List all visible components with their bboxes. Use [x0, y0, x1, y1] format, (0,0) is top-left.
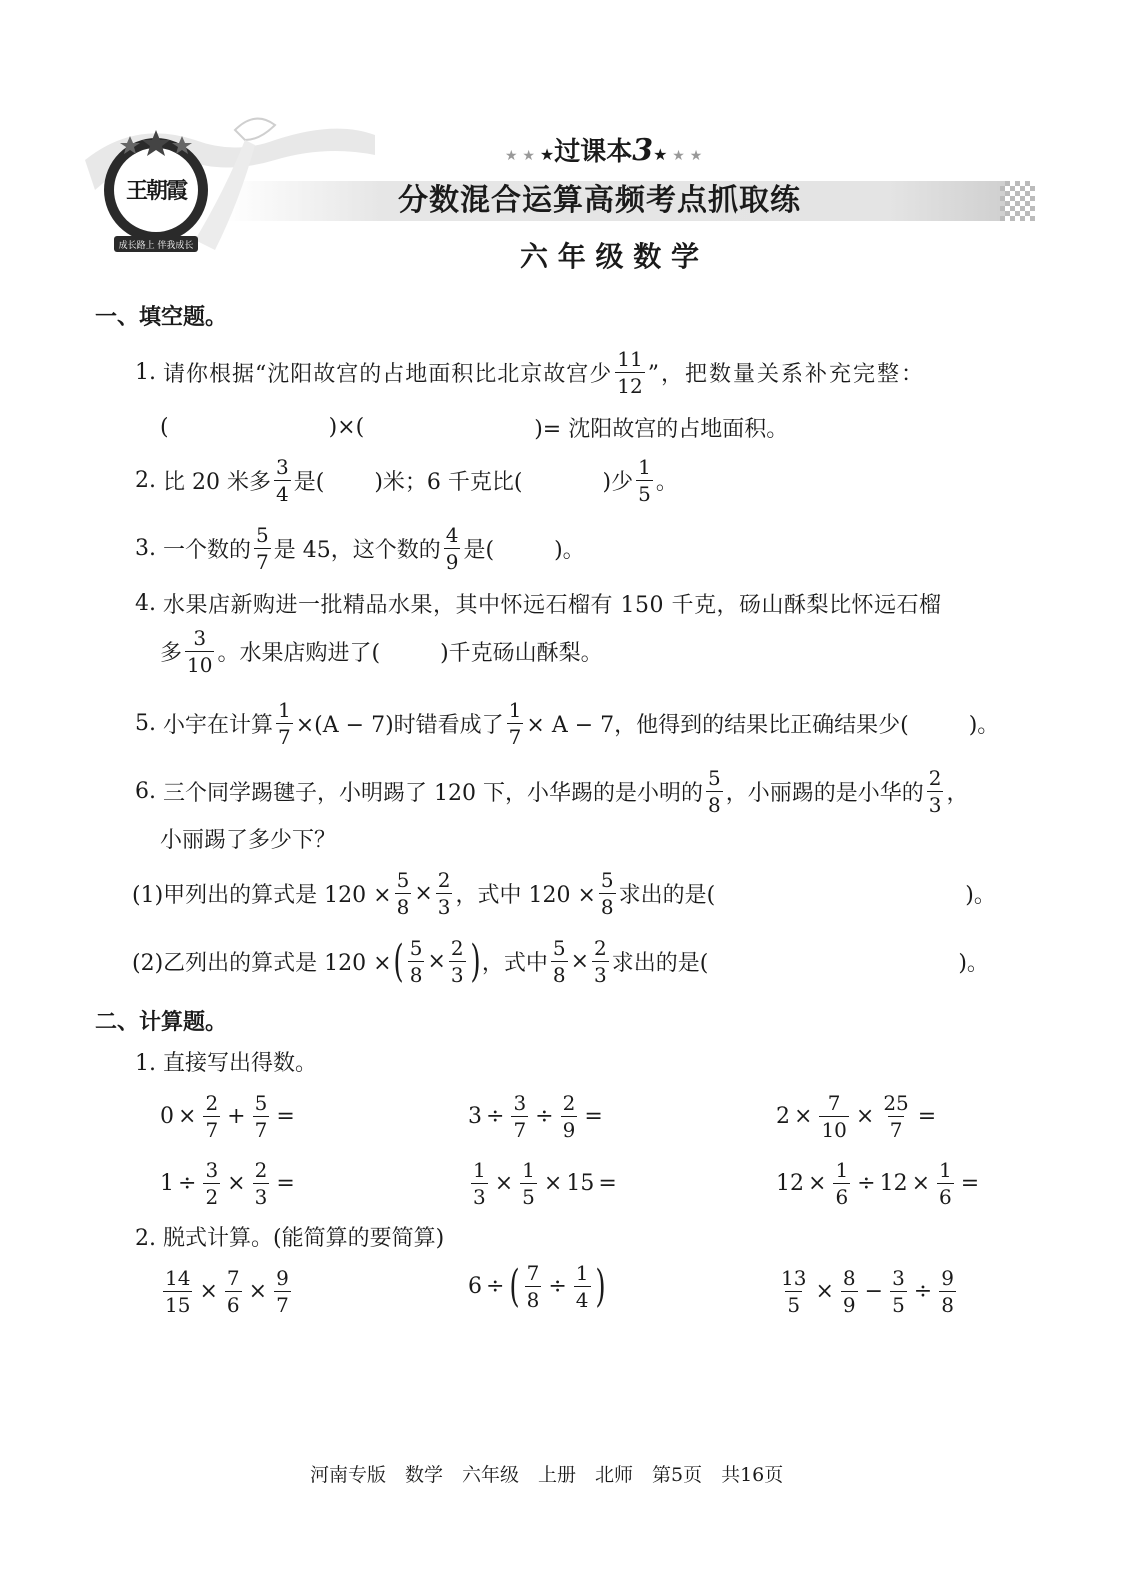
footer: 河南专版 数学 六年级 上册 北师 第5页 共16页 [310, 1464, 784, 1486]
fraction: $\frac{11}{12}$ [617, 346, 643, 398]
q5: 5. 小宇在计算 $\frac{1}{7}$ ×(A − 7)时错看成了 $\frac{1}{7}$ × A − 7，他得到的结果比正确结果少( )。 [135, 698, 1000, 749]
series-label: ★ ★ ★过课本3★ ★ ★ [505, 133, 703, 168]
fraction: $\frac{5}{8}$ [600, 868, 614, 919]
part2-label: 2. 脱式计算。(能简算的要简算) [135, 1226, 445, 1251]
calc-6: 12 × $\frac{1}{6}$ ÷ 12 × $\frac{1}{6}$ = [776, 1158, 980, 1209]
svg-text:成长路上 伴我成长: 成长路上 伴我成长 [118, 241, 194, 251]
fraction: $\frac{4}{9}$ [445, 523, 459, 574]
page-title: 分数混合运算高频考点抓取练 [398, 183, 801, 218]
calc-4: 1 ÷ $\frac{3}{2}$ × $\frac{2}{3}$ = [160, 1158, 295, 1209]
q6-sub1: (1)甲列出的算式是 120 × $\frac{5}{8}$ × $\frac{2}{3}$ ，式中 120 × $\frac{5}{8}$ 求出的是( )。 [132, 868, 996, 919]
fraction: $\frac{5}{8}$ [707, 766, 721, 817]
fraction: $\frac{2}{3}$ [594, 936, 607, 987]
calc-5: $\frac{1}{3}$ × $\frac{1}{5}$ × 15 = [473, 1158, 617, 1209]
q4-line1: 4. 水果店新购进一批精品水果，其中怀远石榴有 150 千克，砀山酥梨比怀远石榴 [135, 591, 942, 618]
fraction: $\frac{5}{8}$ [396, 868, 410, 919]
stars-right-icon: ★ ★ [667, 148, 703, 164]
logo [100, 128, 212, 258]
q4-line2: 多 $\frac{3}{10}$ 。水果店购进了( )千克砀山酥梨。 [160, 626, 603, 677]
calc-1: 0 × $\frac{2}{7}$ + $\frac{5}{7}$ = [160, 1091, 295, 1142]
q1: 1. 请你根据“沈阳故宫的占地面积比北京故宫少 $\frac{11}{12}$ ”，把数量关系补充完整： [135, 346, 925, 398]
part1-label: 1. 直接写出得数。 [135, 1051, 317, 1076]
fraction: $\frac{1}{7}$ [278, 698, 291, 749]
fraction: $\frac{3}{10}$ [187, 626, 213, 677]
step-calc-2: 6 ÷ ( $\frac{7}{8}$ ÷ $\frac{1}{4}$ ) [468, 1260, 606, 1312]
fraction: $\frac{3}{4}$ [275, 455, 289, 506]
fraction: $\frac{1}{7}$ [508, 698, 522, 749]
section1-heading: 一、填空题。 [95, 305, 228, 330]
q1-line2: ( )×( )= 沈阳故宫的占地面积。 [160, 415, 789, 442]
checker-decoration [1000, 181, 1035, 221]
stars-left-icon: ★ ★ [505, 148, 540, 164]
q2: 2. 比 20 米多 $\frac{3}{4}$ 是( )米；6 千克比( )少 $\frac{1}{5}$ 。 [135, 455, 678, 506]
calc-2: 3 ÷ $\frac{3}{7}$ ÷ $\frac{2}{9}$ = [468, 1091, 603, 1142]
page-subtitle: 六 年 级 数 学 [520, 240, 699, 273]
section2-heading: 二、计算题。 [95, 1010, 228, 1035]
fraction: $\frac{5}{8}$ [552, 936, 566, 987]
step-calc-1: $\frac{14}{15}$ × $\frac{7}{6}$ × $\frac{9}{7}$ [165, 1266, 289, 1317]
calc-3: 2 × $\frac{7}{10}$ × $\frac{25}{7}$ = [776, 1091, 937, 1142]
fraction: $\frac{2}{3}$ [437, 868, 451, 919]
logo-text: 王朝霞 [125, 178, 186, 204]
fraction: $\frac{2}{3}$ [928, 766, 942, 817]
fraction: $\frac{2}{3}$ [450, 936, 464, 987]
q6: 6. 三个同学踢毽子，小明踢了 120 下，小华踢的是小明的 $\frac{5}{8}$ ，小丽踢的是小华的 $\frac{2}{3}$ ， [135, 766, 969, 817]
q3: 3. 一个数的 $\frac{5}{7}$ 是 45，这个数的 $\frac{4}{9}$ 是( )。 [135, 523, 585, 574]
q6-line2: 小丽踢了多少下？ [160, 828, 337, 853]
fraction: $\frac{5}{7}$ [256, 523, 269, 574]
q6-sub2: (2)乙列出的算式是 120 × ( $\frac{5}{8}$ × $\frac{2}{3}$ ) ，式中 $\frac{5}{8}$ × $\frac{2}{3}$ 求出的是( )。 [132, 935, 989, 987]
fraction: $\frac{5}{8}$ [409, 936, 423, 987]
fraction: $\frac{1}{5}$ [638, 455, 651, 506]
step-calc-3: $\frac{13}{5}$ × $\frac{8}{9}$ − $\frac{3}{5}$ ÷ $\frac{9}{8}$ [781, 1266, 954, 1317]
